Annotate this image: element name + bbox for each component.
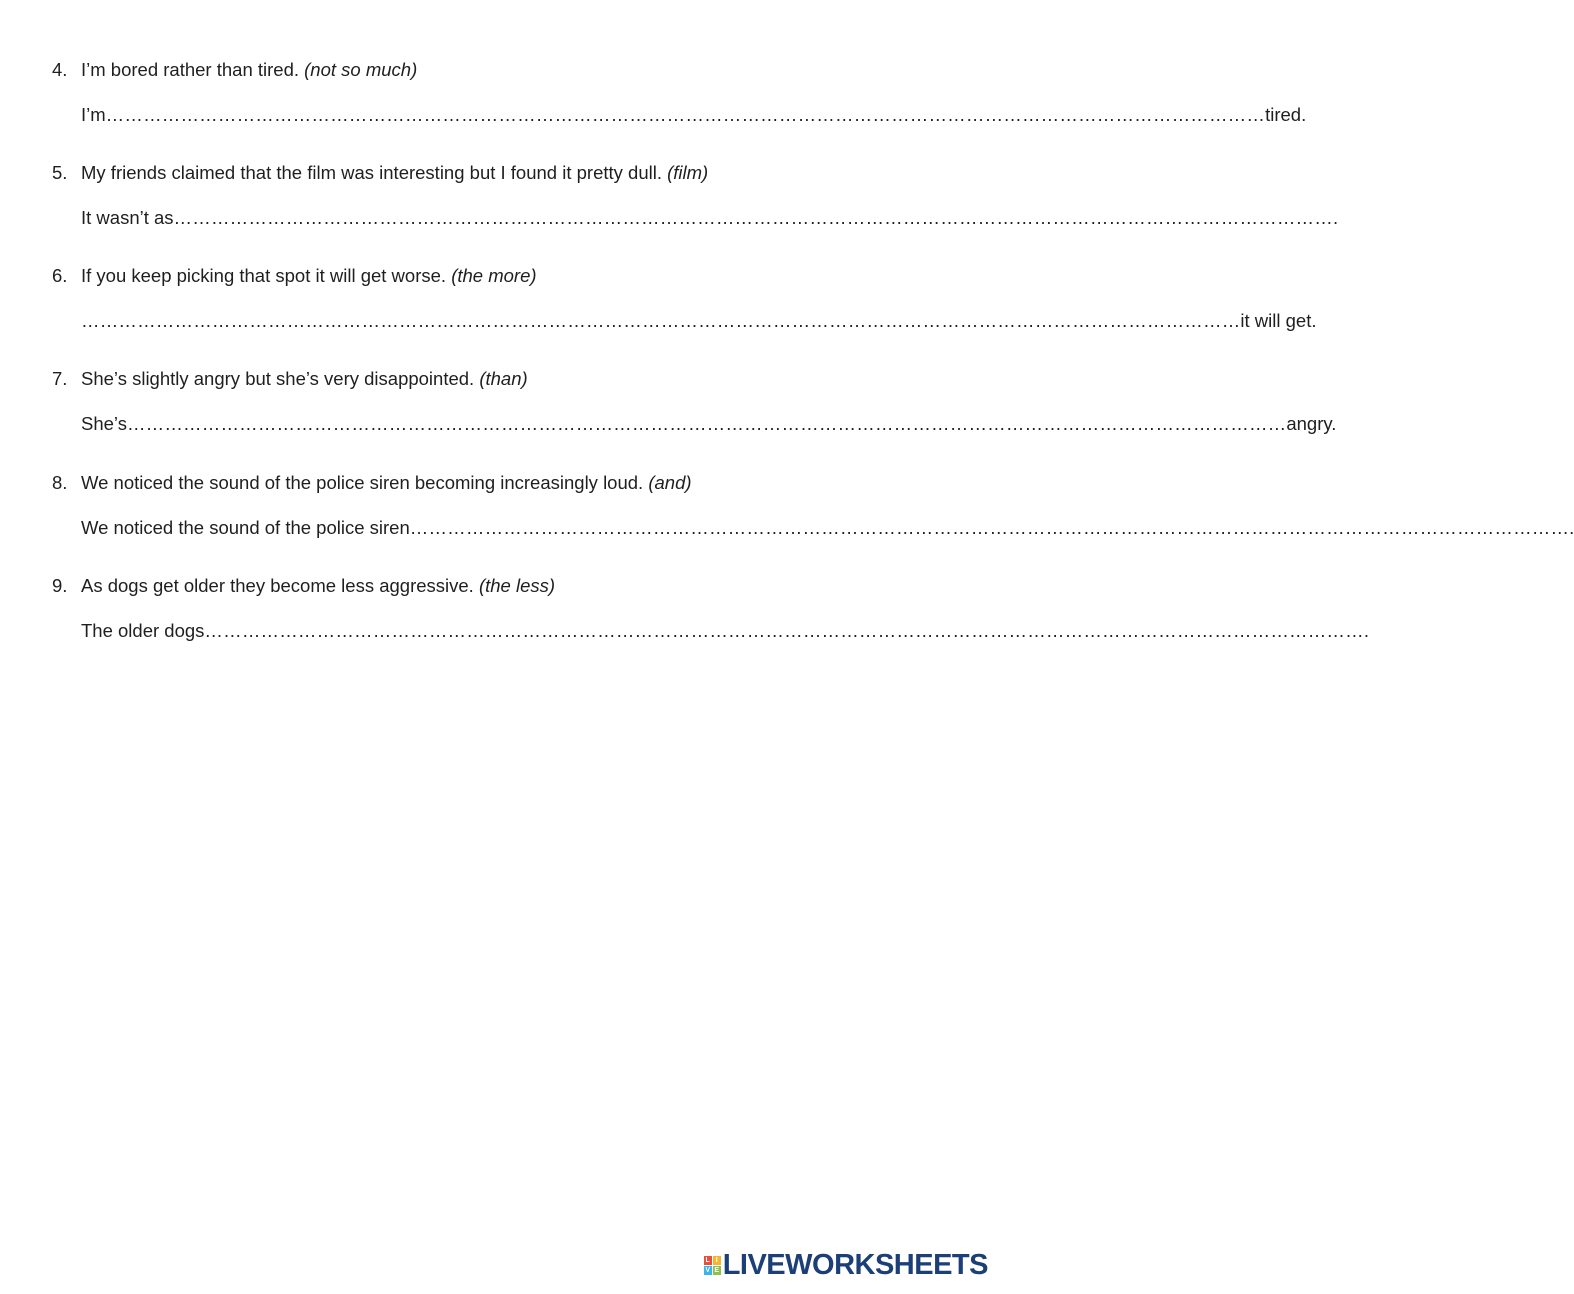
hint-word: (film) xyxy=(667,162,709,183)
logo-mark-letter: E xyxy=(714,1267,720,1274)
answer-blank[interactable]: …………………………………………………………………………………………………………………………………………………………………… xyxy=(105,104,1266,125)
liveworksheets-logo xyxy=(704,1249,988,1282)
item-number: 8. xyxy=(52,472,68,493)
answer-line xyxy=(81,516,1574,540)
logo-mark-icon xyxy=(704,1256,721,1275)
answer-suffix: . xyxy=(1332,207,1339,228)
answer-suffix: . xyxy=(1569,517,1574,538)
answer-suffix: tired. xyxy=(1265,104,1307,125)
logo-mark-letter: L xyxy=(705,1257,710,1264)
item-number: 5. xyxy=(52,162,68,183)
question-text xyxy=(81,161,708,185)
answer-line xyxy=(81,309,1317,333)
answer-prefix: She’s xyxy=(81,413,127,434)
sentence: I’m bored rather than tired. xyxy=(81,59,305,80)
answer-blank[interactable]: …………………………………………………………………………………………………………………………………………………………………… xyxy=(126,413,1287,434)
hint-word: (the more) xyxy=(451,265,537,286)
answer-line xyxy=(81,412,1337,436)
answer-prefix: We noticed the sound of the police siren xyxy=(81,517,410,538)
answer-suffix: it will get. xyxy=(1240,310,1317,331)
answer-blank[interactable]: …………………………………………………………………………………………………………………………………………………………………… xyxy=(173,207,1333,228)
answer-blank[interactable]: …………………………………………………………………………………………………………………………………………………………………… xyxy=(204,620,1364,641)
question-text xyxy=(81,367,528,391)
answer-prefix: I’m xyxy=(81,104,106,125)
sentence: If you keep picking that spot it will get worse. xyxy=(81,265,452,286)
logo-text: LIVEWORKSHEETS xyxy=(722,1249,988,1281)
hint-word: (than) xyxy=(479,368,528,389)
item-number: 7. xyxy=(52,368,68,389)
answer-line xyxy=(81,619,1369,643)
sentence: She’s slightly angry but she’s very disappointed. xyxy=(81,368,480,389)
answer-suffix: angry. xyxy=(1286,413,1337,434)
answer-suffix: . xyxy=(1363,620,1369,641)
question-text xyxy=(81,471,692,495)
question-text xyxy=(81,574,555,598)
item-number: 9. xyxy=(52,575,68,596)
hint-word: (not so much) xyxy=(304,59,418,80)
answer-blank[interactable]: …………………………………………………………………………………………………………………………………………………………………… xyxy=(81,310,1241,331)
hint-word: (and) xyxy=(648,472,692,493)
answer-prefix: The older dogs xyxy=(81,620,205,641)
question-text xyxy=(81,264,537,288)
item-number: 4. xyxy=(52,59,68,80)
sentence: My friends claimed that the film was interesting but I found it pretty dull. xyxy=(81,162,668,183)
question-text xyxy=(81,58,417,82)
item-number: 6. xyxy=(52,265,68,286)
answer-blank[interactable]: …………………………………………………………………………………………………………………………………………………………………… xyxy=(409,517,1570,538)
sentence: We noticed the sound of the police siren becoming increasingly loud. xyxy=(81,472,649,493)
answer-line xyxy=(81,206,1339,230)
logo-mark-letter: I xyxy=(713,1256,721,1265)
logo-mark-letter: V xyxy=(705,1267,711,1274)
sentence: As dogs get older they become less aggressive. xyxy=(81,575,479,596)
answer-line xyxy=(81,103,1307,127)
hint-word: (the less) xyxy=(478,575,556,596)
answer-prefix: It wasn’t as xyxy=(81,207,174,228)
